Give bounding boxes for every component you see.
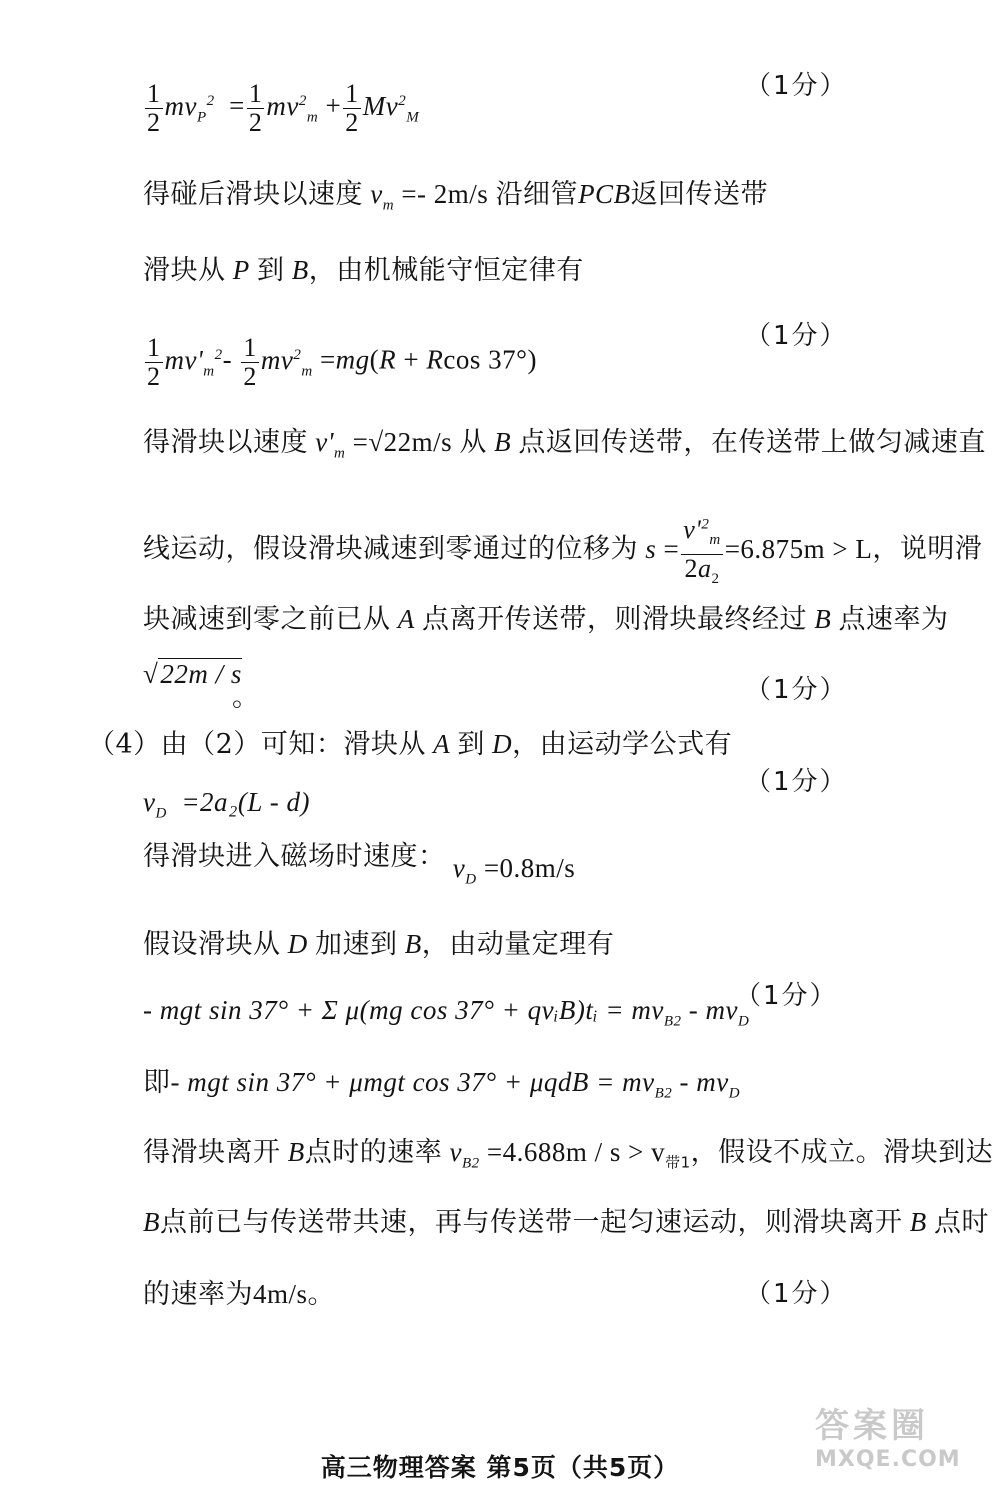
text-segment: 点离开传送带，则滑块最终经过 (422, 604, 807, 635)
math-value: - mgt sin 37° + Σ μ(mg cos 37° + qvᵢB)tᵢ = mv (143, 995, 664, 1025)
text-line (143, 176, 768, 223)
math-symbol: B (404, 929, 422, 959)
math-value: 4m/s (253, 1279, 308, 1309)
math-expression: $v_{B2} =4.688m / s > v_{带1}$ (449, 1137, 691, 1172)
math-symbol: B (287, 1137, 305, 1167)
score-label: （1分） (745, 321, 848, 351)
math-value: =2a₂(L - d) (181, 787, 310, 817)
text-segment: 点时的速率 (304, 1137, 443, 1168)
text-segment: 点时 (934, 1207, 989, 1238)
text-segment: 即 (143, 1067, 171, 1098)
math-subscript: 带1 (665, 1153, 691, 1172)
math-expression: $v_m =- 2m/s$ (370, 179, 489, 214)
text-segment: 得滑块离开 (143, 1137, 281, 1168)
page-footer: 高三物理答案 第5页（共5页） (320, 1453, 680, 1482)
watermark-logo (815, 1398, 995, 1488)
text-segment: 点速率为 (838, 604, 949, 635)
text-line (143, 424, 986, 471)
equation-energy-return: $\frac{1}{2}$ $mv'_m^2-$ $\frac{1}{2}$ $mv^2_m =mg(R + Rcos$ 37°) (147, 333, 537, 391)
watermark-text: 答案圈 (815, 1406, 929, 1446)
math-symbol: B (909, 1207, 927, 1237)
text-line (143, 1064, 740, 1111)
text-segment: 块减速到零之前已从 (143, 604, 391, 635)
text-line: √22m / s (143, 659, 242, 689)
math-expression: $v_D =0.8m/s$ (452, 853, 576, 888)
equation-energy-collision: $\frac{1}{2}$ $mv_P^2$ = $\frac{1}{2}$ $mv^2_m$ + $\frac{1}{2}$ $Mv^2_M$ (147, 79, 420, 137)
math-value: =4.688m / s > v (486, 1137, 666, 1167)
math-expression: - mgt sin 37° + μmgt $\cos 37^\circ + \mu qdB = mv_{B2} - mv_D$ (170, 1067, 741, 1102)
text-segment: ，由动量定理有 (421, 929, 615, 960)
equation-kinematics: $v_D =2a_2(L - d)$ (143, 787, 310, 822)
text-line (143, 838, 576, 888)
watermark-url: MXQE.COM (815, 1447, 961, 1472)
text-segment: 沿细管 (495, 179, 579, 210)
math-symbol: B (814, 604, 832, 634)
text-segment: ，由运动学公式有 (512, 729, 733, 760)
text-segment: 加速到 (315, 929, 398, 960)
text-segment: 到 (257, 255, 285, 286)
math-expression: $v'_m =√22m/s$ (315, 427, 453, 462)
text-segment: 假设滑块从 (143, 929, 281, 960)
score-label: （1分） (745, 71, 848, 101)
math-value: - mgt sin 37° + μmgt cos 37° + μqdB = mv (170, 1067, 655, 1097)
text-segment: 得碰后滑块以速度 (143, 179, 363, 210)
text-segment: 。 (307, 1279, 336, 1310)
text-segment: 的速率为 (143, 1279, 253, 1310)
score-label: （1分） (735, 981, 838, 1011)
math-symbol: D (492, 729, 513, 759)
math-value: 22m / s (160, 659, 242, 689)
math-symbol: P (232, 255, 250, 285)
math-symbol: PCB (578, 179, 631, 209)
section-heading (88, 726, 732, 763)
math-value: =6.875m > L (724, 533, 873, 564)
equation-momentum: - mgt sin 37° + Σ μ(mg cos 37° + qvᵢB)tᵢ = $mv_{B2} - mv_D$ (143, 995, 750, 1030)
text-line (232, 680, 260, 716)
text-segment: 到 (457, 729, 485, 760)
text-line (143, 1204, 989, 1241)
text-segment: ，假设不成立。滑块到达 (690, 1137, 994, 1168)
text-line (143, 510, 982, 593)
text-segment: 得滑块进入磁场时速度： (143, 841, 446, 872)
text-segment: 滑块从 (143, 255, 226, 286)
text-segment: 点前已与传送带共速，再与传送带一起匀速运动，则滑块离开 (160, 1207, 903, 1238)
text-line (143, 1276, 335, 1313)
math-symbol: A (397, 604, 415, 634)
text-segment: 得滑块以速度 (143, 427, 308, 458)
text-segment: 返回传送带 (630, 179, 769, 210)
text-line (143, 601, 949, 638)
text-line (143, 1134, 993, 1181)
score-label: （1分） (745, 767, 848, 797)
math-value: =√22m/s (352, 427, 453, 457)
math-value: =- 2m/s (401, 179, 489, 209)
math-symbol: B (143, 1207, 160, 1237)
text-segment: 点返回传送带，在传送带上做匀减速直 (518, 427, 986, 458)
math-expression: s = $\frac{v'^2_m}{2a_2}$ =6.875m > L (638, 534, 872, 564)
math-symbol: D (287, 929, 308, 959)
text-segment: 从 (459, 427, 487, 458)
text-segment: （4）由（2）可知：滑块从 (88, 729, 426, 760)
text-line (143, 252, 584, 289)
math-symbol: B (291, 255, 309, 285)
text-segment: ，说明滑 (872, 533, 983, 565)
score-label: （1分） (745, 1279, 848, 1309)
math-symbol: B (494, 427, 512, 457)
text-line (143, 926, 614, 963)
text-segment: ，由机械能守恒定律有 (308, 255, 584, 286)
math-symbol: A (433, 729, 451, 759)
text-segment: 线运动，假设滑块减速到零通过的位移为 (143, 533, 638, 565)
score-label: （1分） (745, 675, 848, 705)
text-segment: 。 (232, 682, 260, 713)
math-value: =0.8m/s (483, 853, 576, 883)
